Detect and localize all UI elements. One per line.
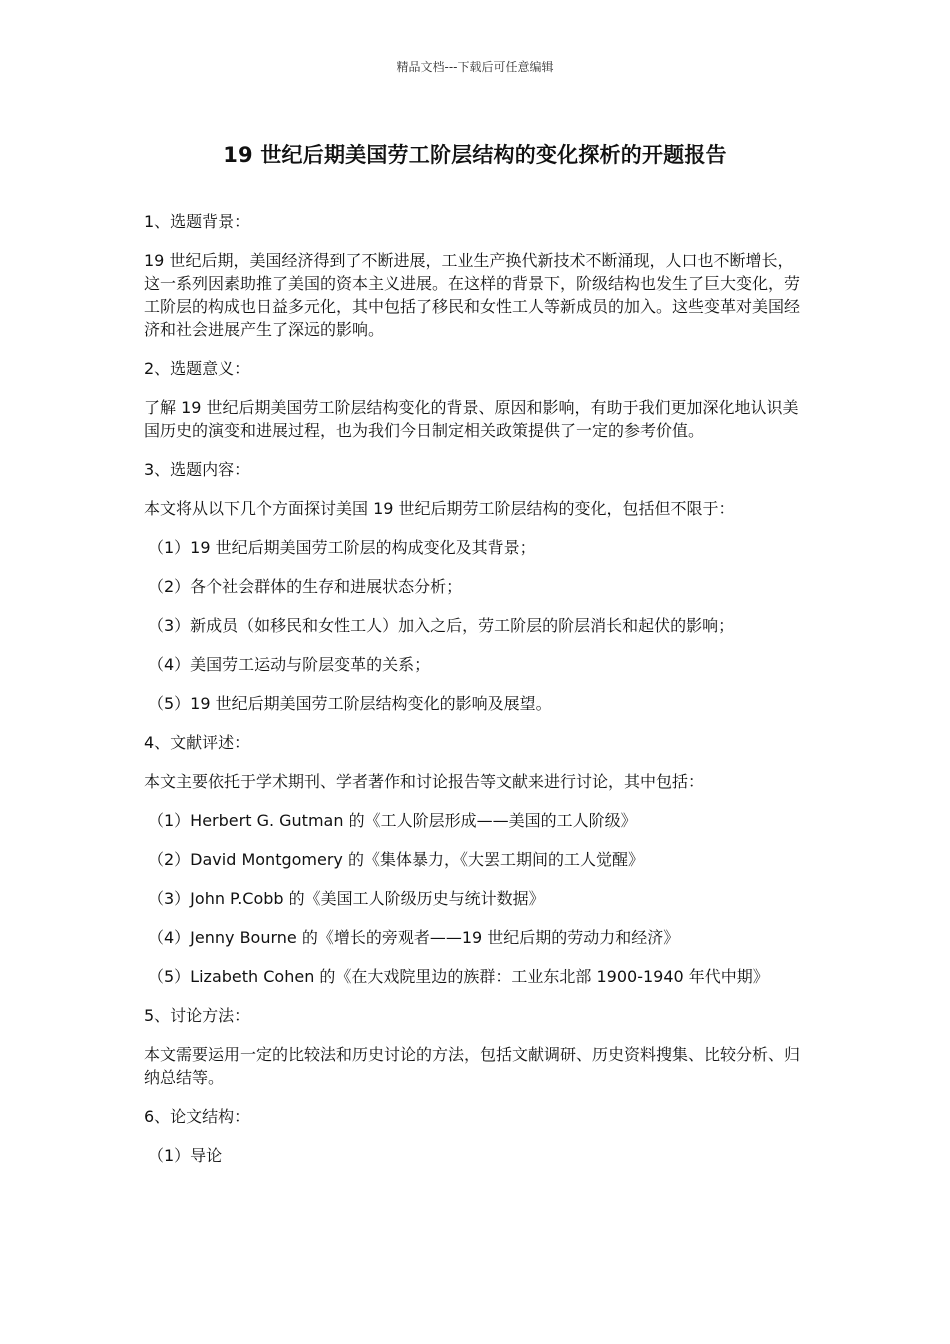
reference-item: （3）John P.Cobb 的《美国工人阶级历史与统计数据》 bbox=[148, 889, 545, 908]
section-5-paragraph: 本文需要运用一定的比较法和历史讨论的方法，包括文献调研、历史资料搜集、比较分析、归纳总结等。 bbox=[144, 1045, 801, 1087]
section-4-intro: 本文主要依托于学术期刊、学者著作和讨论报告等文献来进行讨论，其中包括： bbox=[144, 772, 705, 791]
list-item: （5）19 世纪后期美国劳工阶层结构变化的影响及展望。 bbox=[148, 694, 552, 713]
section-3-heading: 3、选题内容： bbox=[144, 460, 251, 479]
list-item: （1）导论 bbox=[148, 1146, 223, 1165]
list-item: （3）新成员（如移民和女性工人）加入之后，劳工阶层的阶层消长和起伏的影响； bbox=[148, 616, 735, 635]
section-2-heading: 2、选题意义： bbox=[144, 359, 251, 378]
list-item: （1）19 世纪后期美国劳工阶层的构成变化及其背景； bbox=[148, 538, 536, 557]
list-item: （4）美国劳工运动与阶层变革的关系； bbox=[148, 655, 431, 674]
document-title: 19 世纪后期美国劳工阶层结构的变化探析的开题报告 bbox=[223, 143, 727, 167]
section-6-heading: 6、论文结构： bbox=[144, 1107, 251, 1126]
list-item: （2）各个社会群体的生存和进展状态分析； bbox=[148, 577, 463, 596]
section-5-heading: 5、讨论方法： bbox=[144, 1006, 251, 1025]
reference-item: （2）David Montgomery 的《集体暴力，《大罢工期间的工人觉醒》 bbox=[148, 850, 644, 869]
section-3-intro: 本文将从以下几个方面探讨美国 19 世纪后期劳工阶层结构的变化，包括但不限于： bbox=[144, 499, 735, 518]
page-header: 精品文档---下载后可任意编辑 bbox=[396, 60, 554, 74]
document-body bbox=[144, 210, 808, 1183]
section-1-heading: 1、选题背景： bbox=[144, 212, 251, 231]
section-2-paragraph: 了解 19 世纪后期美国劳工阶层结构变化的背景、原因和影响，有助于我们更加深化地认识美国历史的演变和进展过程，也为我们今日制定相关政策提供了一定的参考价值。 bbox=[144, 398, 799, 440]
reference-item: （4）Jenny Bourne 的《增长的旁观者——19 世纪后期的劳动力和经济》 bbox=[148, 928, 680, 947]
reference-item: （1）Herbert G. Gutman 的《工人阶层形成——美国的工人阶级》 bbox=[148, 811, 637, 830]
section-4-heading: 4、文献评述： bbox=[144, 733, 251, 752]
section-1-paragraph: 19 世纪后期，美国经济得到了不断进展，工业生产换代新技术不断涌现，人口也不断增长，这一系列因素助推了美国的资本主义进展。在这样的背景下，阶级结构也发生了巨大变化，劳工阶层的构成也日益多元化，其中包括了移民和女性工人等新成员的加入。这些变革对美国经济和社会进展产生了深远的影响。 bbox=[144, 251, 801, 339]
reference-item: （5）Lizabeth Cohen 的《在大戏院里边的族群：工业东北部 1900-1940 年代中期》 bbox=[148, 967, 769, 986]
